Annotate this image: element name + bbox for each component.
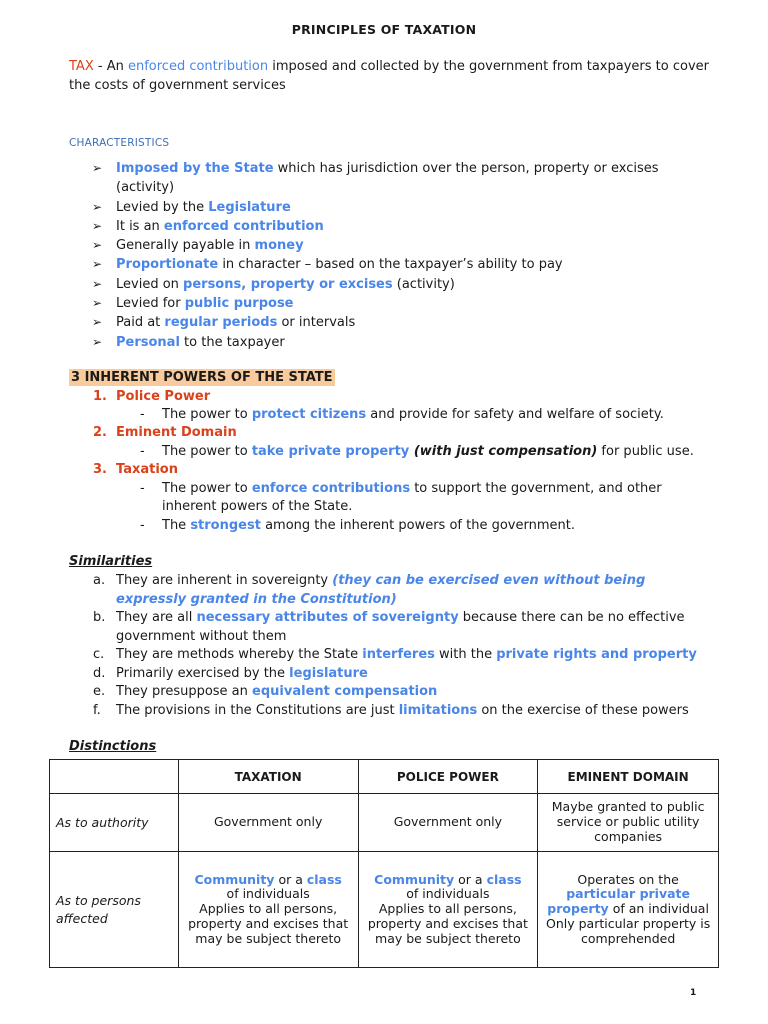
row-label: As to persons affected [50,852,179,968]
list-item [90,275,710,294]
page-number: 1 [690,988,697,998]
row-label: As to authority [50,794,179,852]
list-item [90,333,710,352]
desc-post: for public use. [597,444,694,459]
list-item [90,217,710,236]
cell-police: Government only [358,794,538,852]
definition-key: enforced contribution [127,59,269,74]
cell-key: particular private property [547,886,691,917]
power-taxation [93,461,178,479]
dash-bullet: - [140,407,145,422]
item-key: equivalent compensation [252,684,438,699]
cell-text: Applies to all persons, property and excises that may be subject thereto [188,901,349,946]
cell-eminent [538,852,719,968]
item-key: regular periods [164,315,278,331]
power-number: 1. [93,389,107,404]
power-police [93,388,210,406]
document-title: PRINCIPLES OF TAXATION [291,22,477,37]
item-post: to the taxpayer [179,334,285,350]
cell-text: Only particular property is comprehended [546,915,711,946]
item-key: private rights and property [496,647,697,662]
item-post: or intervals [277,315,356,331]
item-pre: They presuppose an [116,684,253,699]
power-name: Police Power [116,389,211,404]
dash-bullet: - [140,444,145,459]
cell-mid: or a [454,871,487,887]
table-row [50,852,719,968]
desc-pre: The power to [162,481,252,496]
item-key: Imposed by the State [116,161,274,176]
eminent-description [140,443,700,461]
cell-text: of individuals [406,886,490,902]
power-number: 2. [93,425,107,440]
similarities-list [93,572,703,720]
cell-key: class [306,871,342,887]
item-pre: Generally payable in [116,238,255,254]
distinctions-table [49,759,719,968]
list-item [93,572,703,609]
power-number: 3. [93,462,107,477]
cell-police [358,852,538,968]
arrow-bullet-icon: ➢ [92,315,103,330]
table-row [50,794,719,852]
cell-text: of individuals [226,886,310,902]
list-item [90,198,710,217]
list-item [90,255,710,274]
highlighted-heading: 3 INHERENT POWERS OF THE STATE [71,370,333,385]
item-key: limitations [398,702,478,718]
dash-bullet: - [140,481,145,496]
dash-bullet: - [140,518,145,533]
item-pre: Levied on [116,276,184,292]
item-key: persons, property or excises [183,276,393,292]
cell-key: Community [194,871,275,887]
arrow-bullet-icon: ➢ [92,161,103,175]
item-pre: It is an [116,218,164,234]
item-pre: They are all [116,610,197,625]
cell-text: Applies to all persons, property and excises that may be subject thereto [367,901,528,946]
list-item [93,702,703,721]
desc-key: take private property [251,444,410,459]
characteristics-list [90,159,710,352]
arrow-bullet-icon: ➢ [92,276,103,291]
taxation-description-2 [140,517,700,535]
item-key: necessary attributes of sovereignty [196,610,459,625]
item-label: a. [93,573,106,588]
list-item [93,646,703,665]
item-post: because there can be no effective government without them [116,610,685,644]
cell-taxation [178,852,358,968]
item-pre: They are inherent in sovereignty [116,573,333,588]
item-pre: Levied for [116,296,185,312]
desc-key: enforce contributions [251,481,411,496]
definition-dash: - An [93,59,128,74]
item-label: f. [93,702,101,718]
list-item [93,665,703,684]
item-pre: Paid at [116,315,165,331]
distinctions-heading: Distinctions [69,739,157,754]
similarities-heading: Similarities [69,554,153,569]
table-header-row [50,760,719,794]
item-pre: Primarily exercised by the [116,665,290,681]
list-item [93,683,703,702]
item-key: enforced contribution [163,218,324,234]
characteristics-heading: CHARACTERISTICS [69,137,170,149]
item-key: Proportionate [116,257,219,273]
cell-eminent: Maybe granted to public service or public utility companies [538,794,719,852]
header-cell-empty [50,760,179,794]
list-item [90,313,710,332]
desc-post: and provide for safety and welfare of society. [366,407,664,422]
desc-key: protect citizens [251,407,367,422]
item-post: (activity) [392,276,455,292]
item-pre: The provisions in the Constitutions are just [116,702,399,718]
item-post: in character – based on the taxpayer’s ability to pay [218,257,563,273]
item-label: d. [93,665,106,681]
item-label: b. [93,610,106,625]
list-item [90,294,710,313]
tax-term: TAX [69,59,94,74]
power-name: Eminent Domain [116,425,237,440]
header-taxation: TAXATION [178,760,358,794]
item-mid: with the [434,647,497,662]
tax-definition [69,57,709,95]
list-item [90,159,710,198]
list-item [90,236,710,255]
power-name: Taxation [116,462,178,477]
list-item [93,609,703,646]
cell-key: class [486,871,522,887]
item-label: c. [93,647,105,662]
item-key: (they can be exercised even without being expressly granted in the Constitution) [116,573,646,607]
item-key: interferes [362,647,435,662]
desc-post: among the inherent powers of the government. [260,518,575,533]
item-key: Legislature [208,199,291,215]
cell-key: Community [374,871,455,887]
item-pre: Levied by the [116,199,209,215]
definition-rest: imposed and collected by the government from taxpayers to cover the costs of government services [69,59,709,93]
item-pre: They are methods whereby the State [116,647,363,662]
arrow-bullet-icon: ➢ [92,296,103,311]
desc-pre: The power to [162,407,252,422]
arrow-bullet-icon: ➢ [92,257,103,272]
item-key: legislature [289,665,368,681]
item-post: which has jurisdiction over the person, property or excises (activity) [116,161,659,196]
desc-pre: The power to [162,444,252,459]
item-label: e. [93,684,106,699]
desc-key: strongest [190,518,261,533]
item-key: Personal [116,334,180,350]
cell-text: of an individual [608,901,709,917]
item-key: public purpose [184,296,294,312]
police-description [140,406,700,424]
arrow-bullet-icon: ➢ [92,199,103,214]
taxation-description-1 [140,480,700,516]
arrow-bullet-icon: ➢ [92,238,103,253]
arrow-bullet-icon: ➢ [92,218,103,233]
cell-taxation: Government only [178,794,358,852]
arrow-bullet-icon: ➢ [92,334,103,349]
header-police-power: POLICE POWER [358,760,538,794]
cell-mid: or a [274,871,307,887]
power-eminent [93,424,237,442]
header-eminent-domain: EMINENT DOMAIN [538,760,719,794]
desc-pre: The [162,518,191,533]
cell-text: Operates on the [577,871,679,887]
item-key: money [254,238,304,254]
desc-post: to support the government, and other inherent powers of the State. [162,481,662,514]
item-post: on the exercise of these powers [477,702,689,718]
inherent-powers-heading [69,370,335,385]
desc-emphasis: (with just compensation) [409,444,598,459]
